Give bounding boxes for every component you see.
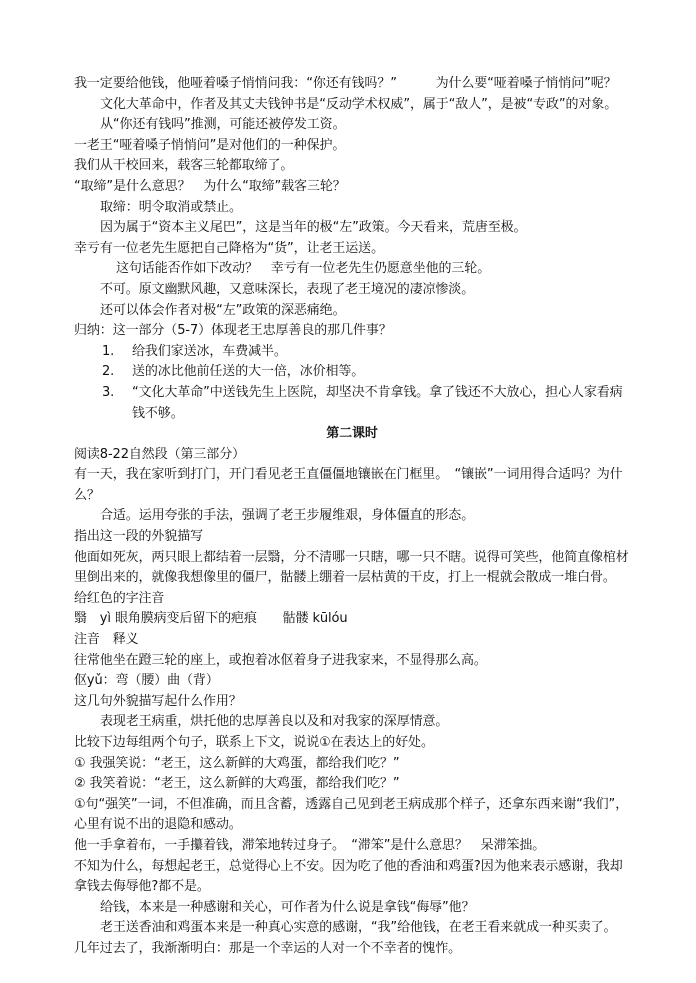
- paragraph-line: 往常他坐在蹬三轮的座上，或抱着冰伛着身子进我家来，不显得那么高。: [74, 652, 487, 668]
- answer-line: 老王送香油和鸡蛋本来是一种真心实意的感谢，“我”给他钱，在老王看来就成一种买卖了。: [100, 920, 617, 936]
- question-line: 这句话能否作如下改动？ 幸亏有一位老先生仍愿意坐他的三轮。: [116, 261, 491, 277]
- paragraph-line: 一老王“哑着嗓子悄悄问”是对他们的一种保护。: [74, 137, 346, 153]
- paragraph-line: 他面如死灰，两只眼上都结着一层翳，分不清哪一只瞎，哪一只不瞎。说得可笑些，他简直像棺材里倒出来的，就像我想像里的僵尸，骷髅上绷着一层枯黄的干皮，打上一棍就会散成一堆白骨。: [74, 549, 629, 586]
- paragraph-line: 几年过去了，我渐渐明白：那是一个幸运的人对一个不幸者的愧怍。: [74, 940, 462, 956]
- list-item-number: 1.: [102, 343, 115, 359]
- answer-line: 还可以体会作者对极“左”政策的深恶痛绝。: [100, 302, 346, 318]
- answer-line: 因为属于“资本主义尾巴”，这是当年的极“左”政策。今天看来，荒唐至极。: [100, 220, 527, 236]
- question-line: 这几句外貌描写起什么作用？: [74, 693, 242, 709]
- summary-line: 归纳：这一部分（5-7）体现老王忠厚善良的那几件事？: [74, 323, 392, 339]
- answer-line: 表现老王病重，烘托他的忠厚善良以及和对我家的深厚情意。: [100, 714, 449, 730]
- paragraph-line: 阅读8-22自然段（第三部分）: [74, 446, 246, 462]
- paragraph-line: 指出这一段的外貌描写: [74, 529, 204, 545]
- paragraph-line: 我们从干校回来，载客三轮都取缔了。: [74, 158, 294, 174]
- comparison-line: ① 我强笑说：“老王，这么新鲜的大鸡蛋，都给我们吃？”: [74, 755, 400, 771]
- paragraph-line: 我一定要给他钱，他哑着嗓子悄悄问我：“你还有钱吗？” 为什么要“哑着嗓子悄悄问”呢？: [74, 76, 617, 91]
- pinyin-line: 伛yǔ：弯（腰）曲（背）: [74, 673, 219, 689]
- comparison-line: ② 我笑着说：“老王，这么新鲜的大鸡蛋，都给我们吃？”: [74, 776, 400, 792]
- list-item-text: “文化大革命”中送钱先生上医院，却坚决不肯拿钱。拿了钱还不大放心，担心人家看病钱不够。: [132, 384, 623, 421]
- paragraph-line: 注音 释义: [74, 632, 139, 648]
- question-line: 给钱，本来是一种感谢和关心，可作者为什么说是拿钱“侮辱”他？: [100, 899, 475, 915]
- paragraph-line: 幸亏有一位老先生愿把自己降格为“货”，让老王运送。: [74, 240, 384, 256]
- answer-line: ①句“强笑”一词，不但准确，而且含蓄，透露自己见到老王病成那个样子，还拿东西来谢“我们”，心里有说不出的退隐和感动。: [74, 796, 629, 833]
- question-line: 他一手拿着布，一手攥着钱，滞笨地转过身子。 “滞笨”是什么意思？ 呆滞笨拙。: [74, 837, 546, 853]
- document-body: [74, 74, 630, 960]
- list-item-number: 3.: [102, 384, 115, 400]
- paragraph-line: 比较下边每组两个句子，联系上下文，说说①在表达上的好处。: [74, 735, 434, 750]
- answer-line: 合适。运用夸张的手法，强调了老王步履维艰，身体僵直的形态。: [100, 508, 475, 524]
- paragraph-line: 从“你还有钱吗”推测，可能还被停发工资。: [100, 117, 346, 133]
- list-item-text: 给我们家送冰，车费减半。: [132, 343, 287, 359]
- pinyin-line: 翳 yì 眼角膜病变后留下的疤痕 骷髅 kūlóu: [74, 611, 348, 627]
- list-item-number: 2.: [102, 364, 115, 380]
- paragraph-line: 给红色的字注音: [74, 590, 165, 606]
- list-item: [74, 362, 630, 383]
- paragraph-line: 不知为什么，每想起老王，总觉得心上不安。因为吃了他的香油和鸡蛋?因为他来表示感谢，我却拿钱去侮辱他?都不是。: [74, 858, 623, 895]
- list-item: [74, 383, 630, 424]
- paragraph-line: 文化大革命中，作者及其丈夫钱钟书是“反动学术权威”，属于“敌人”，是被“专政”的对象。: [100, 96, 618, 112]
- question-line: “取缔”是什么意思？ 为什么“取缔”载客三轮？: [74, 178, 346, 194]
- list-item-text: 送的冰比他前任送的大一倍，冰价相等。: [132, 364, 365, 380]
- answer-line: 不可。原文幽默风趣，又意味深长，表现了老王境况的凄凉惨淡。: [100, 281, 475, 297]
- question-line: 有一天，我在家听到打门，开门看见老王直僵僵地镶嵌在门框里。 “镶嵌”一词用得合适吗？为什么？: [74, 467, 623, 503]
- section-heading: 第二课时: [326, 426, 378, 442]
- list-item: [74, 342, 630, 363]
- definition-line: 取缔：明令取消或禁止。: [100, 199, 242, 215]
